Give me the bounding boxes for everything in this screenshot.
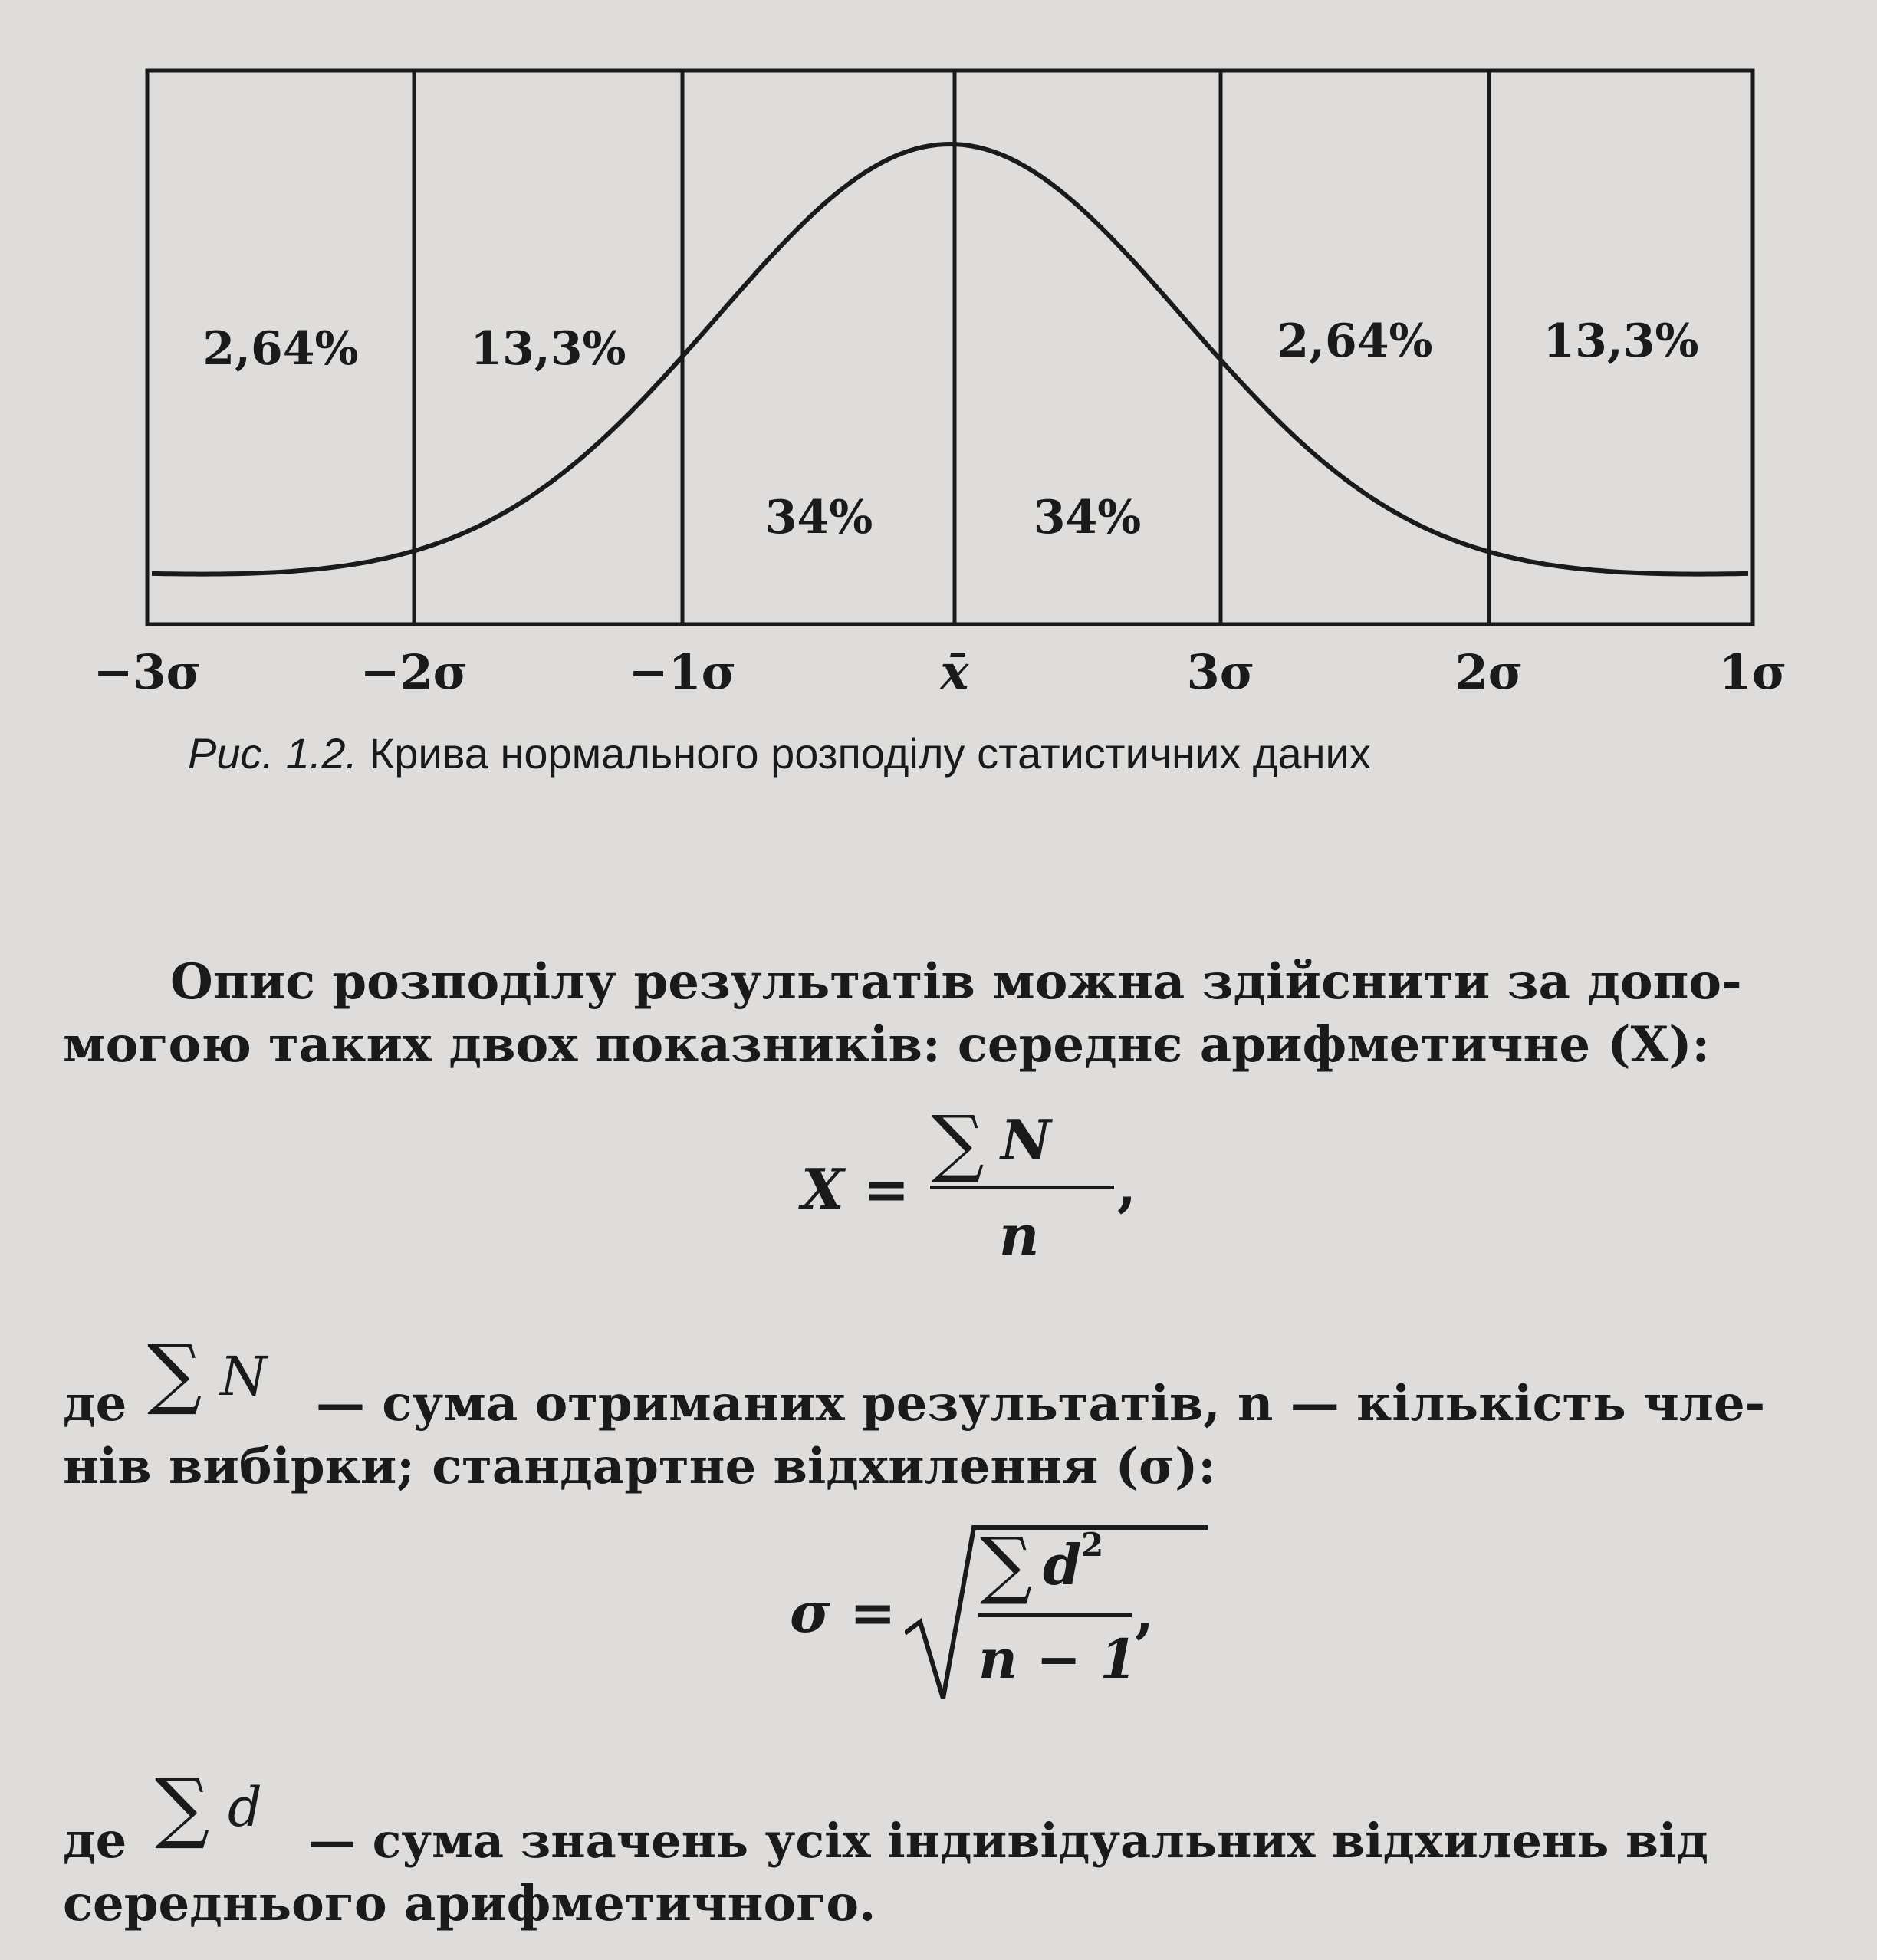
paragraph-1 (63, 951, 1834, 1077)
formula-mean-denominator: n (999, 1202, 1040, 1268)
formula-std-numerator: d (1043, 1532, 1082, 1597)
paragraph-3-de: де (63, 1812, 127, 1870)
paragraph-2-sum-var: N (220, 1345, 268, 1408)
distribution-curve (152, 144, 1748, 574)
region-label: 13,3% (1543, 314, 1699, 368)
formula-mean-numerator: N (1001, 1107, 1051, 1172)
x-tick-label: −3σ (93, 644, 202, 700)
paragraph-2 (63, 1328, 1834, 1498)
formula-mean-sum-icon: ∑ (932, 1100, 985, 1186)
caption-label: Рис. 1.2. (188, 729, 358, 778)
formula-mean-lhs: X = (801, 1156, 910, 1222)
chart-frame (147, 71, 1753, 624)
region-label: 34% (1033, 491, 1142, 544)
region-label: 34% (764, 491, 873, 544)
formula-std (790, 1518, 1219, 1710)
paragraph-1-line-2: могою таких двох показників: середнє арифметичне (X): (63, 1016, 1711, 1074)
formula-mean-comma: , (1117, 1153, 1137, 1218)
paragraph-3-line-2: середнього арифметичного. (63, 1875, 876, 1932)
paragraph-3-sum-var: d (228, 1776, 262, 1839)
caption-text: Крива нормального розподілу статистичних даних (369, 729, 1371, 778)
x-tick-label: −1σ (628, 644, 737, 700)
x-tick-label: 1σ (1718, 644, 1787, 700)
paragraph-1-line-1: Опис розподілу результатів можна здійснити за допо- (170, 953, 1742, 1011)
formula-mean-fraction-bar (930, 1186, 1114, 1189)
formula-mean (801, 1100, 1137, 1281)
x-tick-label: −2σ (360, 644, 468, 700)
x-tick-label: 3σ (1186, 644, 1255, 700)
formula-std-sum-icon: ∑ (980, 1521, 1033, 1607)
paragraph-2-line-2: нів вибірки; стандартне відхилення (σ): (63, 1438, 1217, 1495)
x-tick-label: 2σ (1455, 644, 1524, 700)
region-label: 2,64% (1277, 314, 1433, 368)
sum-icon: ∑ (155, 1762, 210, 1852)
paragraph-3-line-1 (63, 1762, 1834, 1870)
region-label: 13,3% (470, 322, 626, 376)
formula-std-lhs: σ = (790, 1580, 896, 1645)
formula-std-comma: , (1135, 1580, 1155, 1645)
formula-std-exponent: 2 (1081, 1526, 1104, 1564)
figure-caption (188, 728, 1371, 778)
paragraph-3 (63, 1762, 1834, 1935)
formula-std-denominator: n − 1 (978, 1627, 1137, 1691)
paragraph-3-text-1: — сума значень усіх індивідуальних відхилень від (308, 1813, 1709, 1869)
paragraph-2-text-1: — сума отриманих результатів, n — кількість чле- (316, 1375, 1766, 1432)
region-label: 2,64% (202, 322, 359, 376)
x-tick-label: x̄ (940, 644, 969, 700)
paragraph-2-de: де (63, 1375, 127, 1432)
formula-std-fraction-bar (978, 1613, 1132, 1617)
sum-icon: ∑ (147, 1328, 202, 1418)
paragraph-2-line-1 (63, 1328, 1834, 1432)
